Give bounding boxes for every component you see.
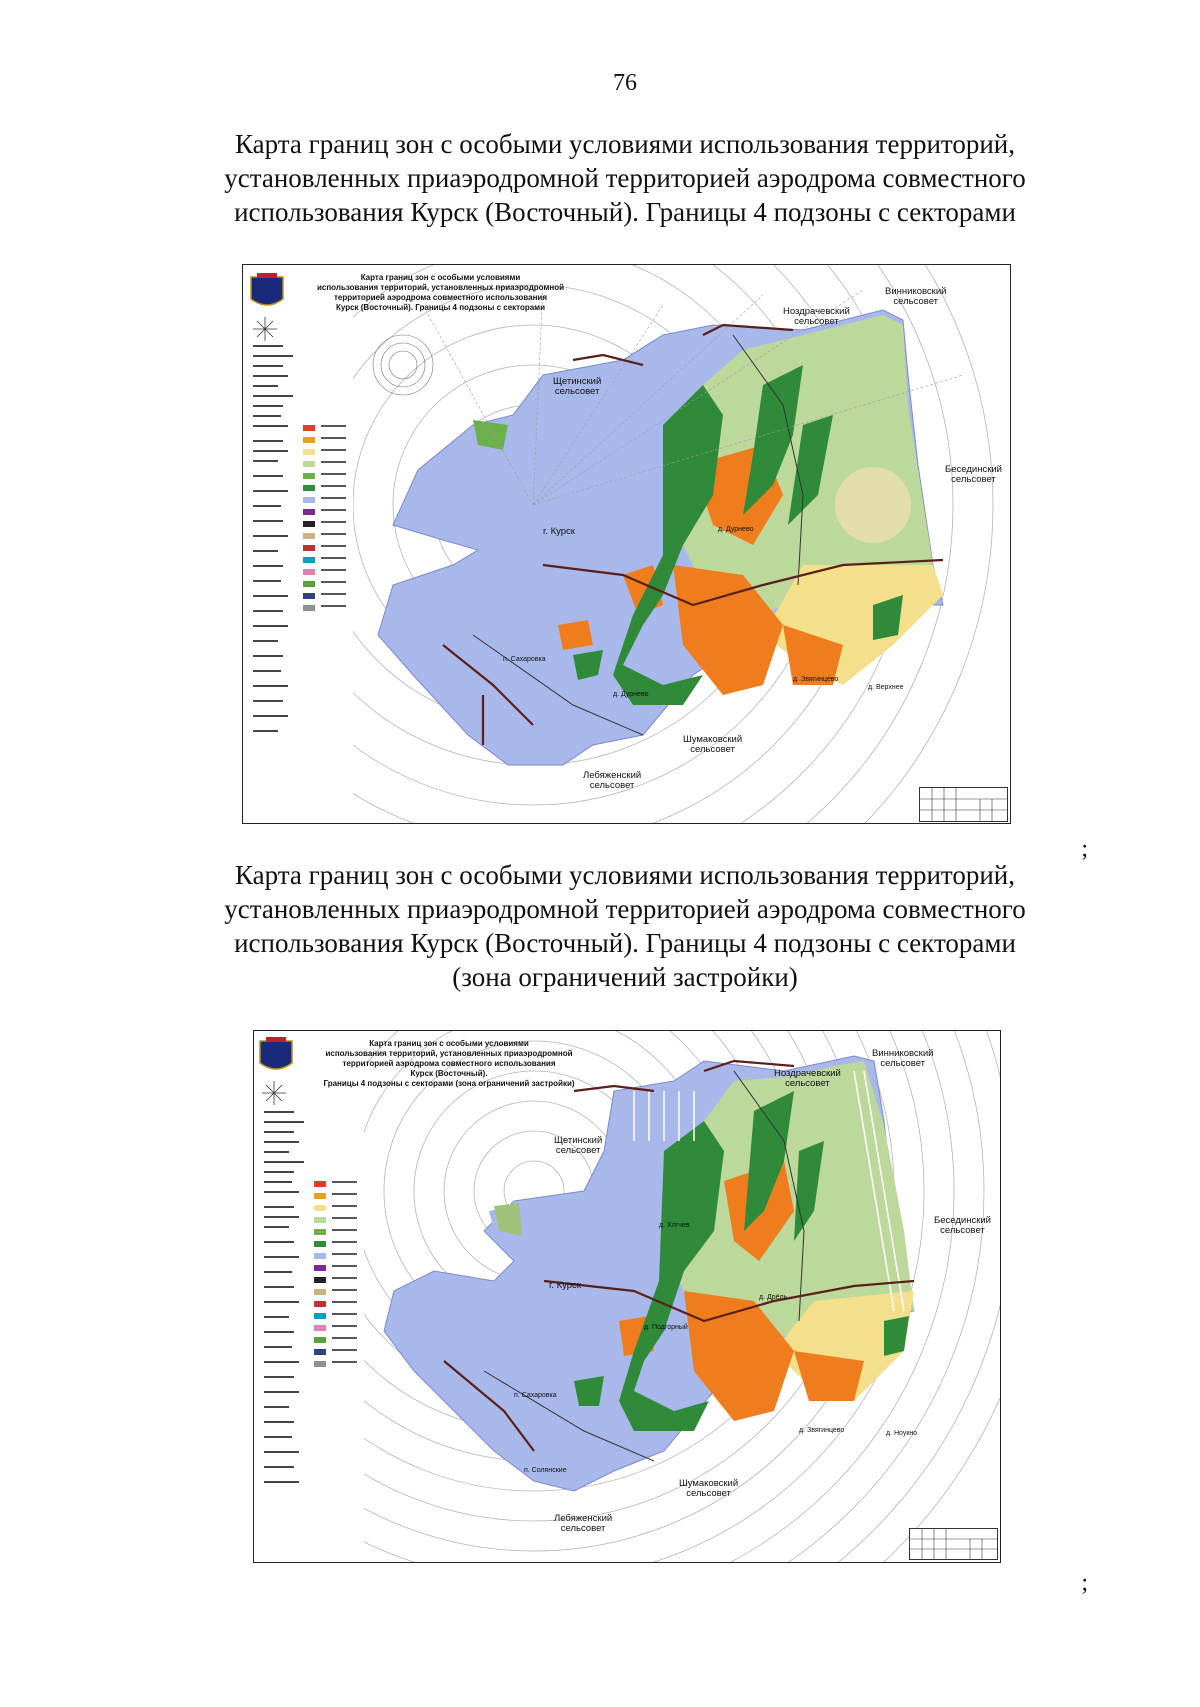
map-graphic bbox=[243, 265, 1010, 823]
caption-line: (зона ограничений застройки) bbox=[452, 962, 798, 992]
map-title-line: использования территорий, установленных приаэродромной bbox=[316, 283, 565, 292]
map-title bbox=[304, 1039, 594, 1089]
label-village: д. Звягинцево bbox=[793, 676, 839, 683]
label-village: п. Солянские bbox=[524, 1467, 567, 1474]
label-village: п. Сахаровка bbox=[514, 1392, 557, 1399]
map-title-line: Карта границ зон с особыми условиями bbox=[360, 273, 521, 282]
label-shumakovsky: Шумаковский сельсовет bbox=[679, 1478, 739, 1499]
coat-of-arms-icon bbox=[251, 273, 283, 305]
label-village: д. Хлгчев bbox=[659, 1222, 690, 1229]
map-title-line: территорией аэродрома совместного использования bbox=[342, 1059, 556, 1068]
label-village: д. Звягинцево bbox=[799, 1427, 845, 1434]
map-title-line: использования территорий, установленных приаэродромной bbox=[325, 1049, 573, 1058]
label-shumakovsky: Шумаковский сельсовет bbox=[683, 734, 743, 755]
caption-line: установленных приаэродромной территорией аэродрома совместного bbox=[224, 163, 1026, 193]
map-title-line: территорией аэродрома совместного использования bbox=[334, 293, 547, 302]
list-separator: ; bbox=[1081, 1570, 1088, 1596]
map-title-line: Карта границ зон с особыми условиями bbox=[369, 1039, 529, 1048]
list-separator: ; bbox=[1081, 836, 1088, 862]
map-figure-1 bbox=[242, 264, 1011, 824]
label-besedinsky: Бесединский сельсовет bbox=[934, 1215, 991, 1236]
label-nozdrachevsky: Ноздрачевский сельсовет bbox=[783, 306, 850, 327]
title-block-stamp bbox=[919, 787, 1008, 822]
label-vinnikovsky: Винниковский сельсовет bbox=[885, 286, 947, 307]
map-caption-1 bbox=[150, 127, 1100, 229]
label-village: д. Дрёль bbox=[759, 1294, 788, 1301]
caption-line: Карта границ зон с особыми условиями использования территорий, bbox=[234, 860, 1015, 890]
caption-line: использования Курск (Восточный). Границы 4 подзоны с секторами bbox=[234, 197, 1016, 227]
label-village: д. Подгорный bbox=[644, 1324, 688, 1331]
page-number: 76 bbox=[613, 70, 637, 96]
map-title-line: Границы 4 подзоны с секторами (зона ограничений застройки) bbox=[323, 1079, 575, 1088]
map-caption-2 bbox=[150, 858, 1100, 994]
label-besedinsky: Бесединский сельсовет bbox=[945, 464, 1002, 485]
label-lebyazhensky: Лебяженский сельсовет bbox=[583, 770, 642, 791]
label-kursk: г. Курск bbox=[549, 1280, 581, 1291]
map-graphic bbox=[254, 1031, 1000, 1562]
map-title-line: Курск (Восточный). Границы 4 подзоны с секторами bbox=[335, 303, 546, 312]
label-vinnikovsky: Винниковский сельсовет bbox=[872, 1048, 934, 1069]
label-village: д. Ноукно bbox=[886, 1430, 918, 1437]
map-title bbox=[298, 273, 583, 313]
caption-line: Карта границ зон с особыми условиями использования территорий, bbox=[234, 129, 1015, 159]
map-title-line: Курск (Восточный). bbox=[410, 1069, 488, 1078]
coat-of-arms-icon bbox=[260, 1037, 292, 1069]
label-village: д. Дурнево bbox=[613, 691, 649, 698]
title-block-stamp bbox=[909, 1528, 998, 1560]
label-shchetinsky: Щетинский сельсовет bbox=[553, 376, 602, 397]
map-figure-2 bbox=[253, 1030, 1001, 1563]
label-lebyazhensky: Лебяженский сельсовет bbox=[554, 1513, 613, 1534]
caption-line: использования Курск (Восточный). Границы 4 подзоны с секторами bbox=[234, 928, 1016, 958]
label-nozdrachevsky: Ноздрачевский сельсовет bbox=[774, 1068, 841, 1089]
label-village: д. Дурнево bbox=[718, 526, 754, 533]
label-village: д. Верхнее bbox=[868, 684, 904, 691]
label-village: п. Сахаровка bbox=[503, 656, 546, 663]
label-shchetinsky: Щетинский сельсовет bbox=[554, 1135, 603, 1156]
label-kursk: г. Курск bbox=[543, 526, 575, 537]
caption-line: установленных приаэродромной территорией аэродрома совместного bbox=[224, 894, 1026, 924]
